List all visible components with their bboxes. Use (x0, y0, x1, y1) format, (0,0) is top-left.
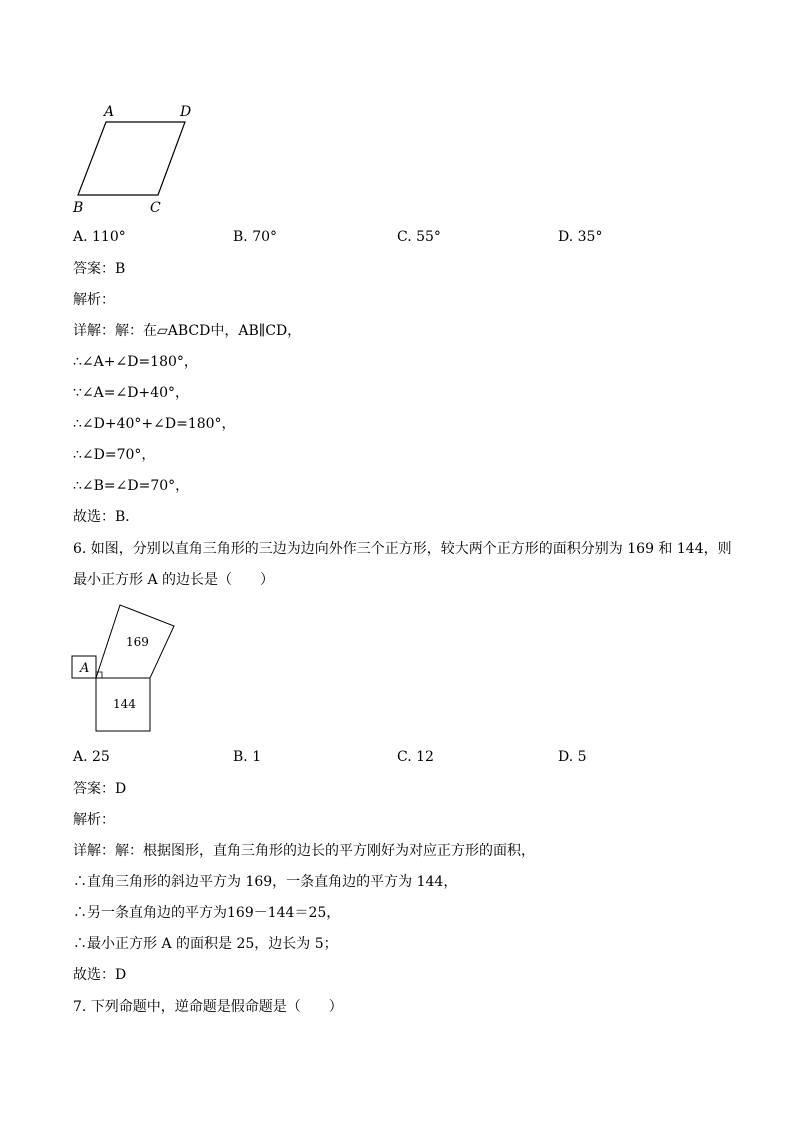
parallelogram-shape (78, 122, 185, 195)
q6-step-2: ∴另一条直角边的平方为169－144＝25， (73, 905, 341, 921)
vertex-label-d: D (180, 104, 192, 120)
q5-choose: 故选：B． (73, 509, 140, 525)
q6-analysis-label: 解析： (73, 812, 115, 828)
q5-step-4: ∴∠D=70°， (73, 447, 156, 463)
square-144-label: 144 (113, 697, 136, 711)
q6-option-b: B. 1 (233, 749, 262, 765)
q5-option-a: A. 110° (73, 229, 126, 245)
q7-question: 7. 下列命题中，逆命题是假命题是（ ） (73, 999, 343, 1015)
q6-question-line-1: 6. 如图，分别以直角三角形的三边为边向外作三个正方形，较大两个正方形的面积分别为 169 和 144，则 (73, 541, 732, 557)
vertex-label-a: A (104, 104, 115, 120)
q6-step-1: ∴直角三角形的斜边平方为 169，一条直角边的平方为 144， (73, 874, 458, 890)
q5-option-c: C. 55° (397, 229, 441, 245)
parallelogram-figure (70, 100, 210, 218)
q5-step-3: ∴∠D+40°+∠D=180°， (73, 416, 236, 432)
q5-step-2: ∵∠A=∠D+40°， (73, 385, 189, 401)
q6-option-c: C. 12 (397, 749, 434, 765)
q5-option-b: B. 70° (233, 229, 278, 245)
square-a-label: A (80, 661, 90, 676)
square-169-label: 169 (126, 635, 149, 649)
vertex-label-c: C (150, 200, 161, 216)
q5-step-1: ∴∠A+∠D=180°， (73, 354, 198, 370)
q5-detail: 详解：解：在▱ABCD中，AB∥CD， (73, 323, 302, 339)
q5-analysis-label: 解析： (73, 292, 115, 308)
q6-option-a: A. 25 (73, 749, 110, 765)
q5-step-5: ∴∠B=∠D=70°， (73, 478, 190, 494)
q6-option-d: D. 5 (558, 749, 587, 765)
q6-step-3: ∴最小正方形 A 的面积是 25，边长为 5； (73, 936, 338, 952)
q6-detail: 详解：解：根据图形，直角三角形的边长的平方刚好为对应正方形的面积， (73, 843, 535, 859)
q6-choose: 故选：D (73, 967, 127, 983)
q6-answer: 答案：D (73, 781, 127, 797)
q5-answer: 答案：B (73, 261, 126, 277)
pythagoras-squares-figure (70, 600, 180, 735)
q5-option-d: D. 35° (558, 229, 603, 245)
vertex-label-b: B (73, 200, 84, 216)
q6-question-line-2: 最小正方形 A 的边长是（ ） (73, 572, 275, 588)
